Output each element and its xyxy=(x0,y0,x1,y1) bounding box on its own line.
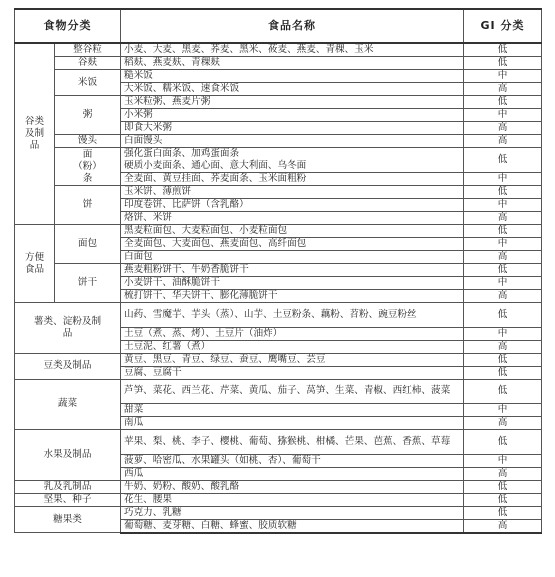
table-header-row xyxy=(15,9,542,43)
food-name: 南瓜 xyxy=(121,417,464,430)
gi-value: 高 xyxy=(464,519,542,533)
table-body xyxy=(15,43,542,533)
gi-value: 低 xyxy=(464,303,542,328)
gi-value: 低 xyxy=(464,353,542,366)
food-name: 白面包 xyxy=(121,251,464,264)
food-name: 梳打饼干、华夫饼干、膨化薄脆饼干 xyxy=(121,290,464,303)
food-name: 全麦面、黄豆挂面、荞麦面条、玉米面粗粉 xyxy=(121,173,464,186)
food-name: 印度卷饼、比萨饼（含乳酪） xyxy=(121,199,464,212)
table-row xyxy=(15,135,542,148)
gi-value: 低 xyxy=(464,480,542,493)
food-name: 白面馒头 xyxy=(121,135,464,148)
food-name: 土豆泥、红薯（煮） xyxy=(121,340,464,353)
category: 水果及制品 xyxy=(15,430,121,481)
sub-category: 饼 xyxy=(55,186,121,225)
sub-category: 馒头 xyxy=(55,135,121,148)
food-name: 全麦面包、大麦面包、燕麦面包、高纤面包 xyxy=(121,238,464,251)
gi-value: 高 xyxy=(464,212,542,225)
gi-value: 低 xyxy=(464,366,542,379)
gi-value: 高 xyxy=(464,340,542,353)
gi-value: 低 xyxy=(464,264,542,277)
food-name: 山药、雪魔芋、芋头（蒸）、山芋、土豆粉条、藕粉、苕粉、豌豆粉丝 xyxy=(121,303,464,328)
food-name: 巧克力、乳糖 xyxy=(121,506,464,519)
food-name: 玉米粒粥、燕麦片粥 xyxy=(121,96,464,109)
gi-value: 高 xyxy=(464,290,542,303)
category: 糖果类 xyxy=(15,506,121,533)
group-category: 谷类 及制 品 xyxy=(15,43,55,225)
sub-category: 米饭 xyxy=(55,70,121,96)
gi-value: 低 xyxy=(464,57,542,70)
food-name: 小麦饼干、油酥脆饼干 xyxy=(121,277,464,290)
gi-value: 中 xyxy=(464,199,542,212)
gi-value: 中 xyxy=(464,238,542,251)
food-name: 葡萄糖、麦芽糖、白糖、蜂蜜、胶质软糖 xyxy=(121,519,464,533)
table-row xyxy=(15,430,542,455)
gi-value: 低 xyxy=(464,493,542,506)
category: 豆类及制品 xyxy=(15,353,121,379)
table-row xyxy=(15,96,542,109)
category: 乳及乳制品 xyxy=(15,480,121,493)
sub-category: 面 （粉） 条 xyxy=(55,148,121,186)
table-row xyxy=(15,264,542,277)
food-name: 甜菜 xyxy=(121,404,464,417)
table-row xyxy=(15,57,542,70)
food-name: 玉米饼、薄煎饼 xyxy=(121,186,464,199)
food-name: 大米饭、糯米饭、速食米饭 xyxy=(121,83,464,96)
table-row xyxy=(15,148,542,173)
table-row xyxy=(15,303,542,328)
food-name: 小麦、大麦、黑麦、荞麦、黑米、莜麦、燕麦、青稞、玉米 xyxy=(121,43,464,57)
gi-value: 中 xyxy=(464,327,542,340)
gi-value: 高 xyxy=(464,467,542,480)
sub-category: 饼干 xyxy=(55,264,121,303)
gi-value: 中 xyxy=(464,173,542,186)
food-name: 土豆（煮、蒸、烤）、土豆片（油炸） xyxy=(121,327,464,340)
gi-food-table-page xyxy=(14,8,541,534)
food-name: 糙米饭 xyxy=(121,70,464,83)
header-category: 食物分类 xyxy=(15,9,121,43)
food-name: 稻麸、燕麦麸、青稞麸 xyxy=(121,57,464,70)
table-row xyxy=(15,480,542,493)
food-name: 苹果、梨、桃、李子、樱桃、葡萄、猕猴桃、柑橘、芒果、芭蕉、香蕉、草莓 xyxy=(121,430,464,455)
table-row xyxy=(15,225,542,238)
header-gi: GI 分类 xyxy=(464,9,542,43)
table-row xyxy=(15,186,542,199)
food-name: 西瓜 xyxy=(121,467,464,480)
gi-value: 高 xyxy=(464,122,542,135)
food-name: 黄豆、黑豆、青豆、绿豆、蚕豆、鹰嘴豆、芸豆 xyxy=(121,353,464,366)
category: 坚果、种子 xyxy=(15,493,121,506)
gi-value: 高 xyxy=(464,135,542,148)
sub-category: 谷麸 xyxy=(55,57,121,70)
group-category: 方便 食品 xyxy=(15,225,55,303)
gi-value: 中 xyxy=(464,70,542,83)
gi-value: 中 xyxy=(464,454,542,467)
gi-value: 高 xyxy=(464,83,542,96)
gi-value: 中 xyxy=(464,109,542,122)
sub-category: 粥 xyxy=(55,96,121,135)
gi-value: 低 xyxy=(464,186,542,199)
gi-value: 低 xyxy=(464,506,542,519)
gi-value: 中 xyxy=(464,404,542,417)
gi-value: 低 xyxy=(464,379,542,404)
gi-value: 低 xyxy=(464,148,542,173)
header-food-name: 食品名称 xyxy=(121,9,464,43)
table-row xyxy=(15,70,542,83)
food-name: 牛奶、奶粉、酸奶、酸乳酪 xyxy=(121,480,464,493)
gi-value: 中 xyxy=(464,277,542,290)
food-name: 黑麦粒面包、大麦粒面包、小麦粒面包 xyxy=(121,225,464,238)
gi-value: 低 xyxy=(464,225,542,238)
gi-food-table xyxy=(14,8,542,534)
gi-value: 高 xyxy=(464,251,542,264)
table-row xyxy=(15,493,542,506)
sub-category: 整谷粒 xyxy=(55,43,121,57)
food-name: 菠萝、哈密瓜、水果罐头（如桃、杏）、葡萄干 xyxy=(121,454,464,467)
table-row xyxy=(15,506,542,519)
table-row xyxy=(15,379,542,404)
food-name: 强化蛋白面条、加鸡蛋面条 硬质小麦面条、通心面、意大利面、乌冬面 xyxy=(121,148,464,173)
gi-value: 低 xyxy=(464,43,542,57)
gi-value: 高 xyxy=(464,417,542,430)
food-name: 即食大米粥 xyxy=(121,122,464,135)
food-name: 烙饼、米饼 xyxy=(121,212,464,225)
gi-value: 低 xyxy=(464,96,542,109)
food-name: 花生、腰果 xyxy=(121,493,464,506)
food-name: 燕麦粗粉饼干、牛奶香脆饼干 xyxy=(121,264,464,277)
food-name: 豆腐、豆腐干 xyxy=(121,366,464,379)
category: 蔬菜 xyxy=(15,379,121,430)
table-row xyxy=(15,43,542,57)
table-row xyxy=(15,353,542,366)
sub-category: 面包 xyxy=(55,225,121,264)
category: 薯类、淀粉及制 品 xyxy=(15,303,121,354)
gi-value: 低 xyxy=(464,430,542,455)
food-name: 芦笋、菜花、西兰花、芹菜、黄瓜、茄子、莴笋、生菜、青椒、西红柿、菠菜 xyxy=(121,379,464,404)
food-name: 小米粥 xyxy=(121,109,464,122)
